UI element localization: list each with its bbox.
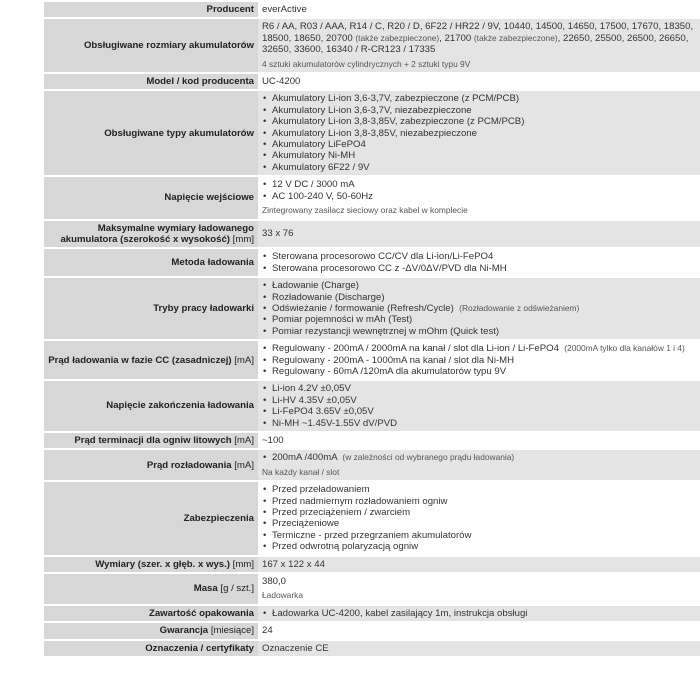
refresh-note: (Rozładowanie z odświeżaniem) (459, 302, 580, 313)
list-item: • Regulowany - 200mA - 1000mA na kanał / slot dla Ni-MH (272, 355, 696, 366)
label-model: Model / kod producenta (44, 74, 258, 89)
unit-text: [mm] (232, 558, 254, 570)
row-sizes (44, 19, 700, 72)
label-sizes: Obsługiwane rozmiary akumulatorów (44, 19, 258, 72)
list-item: • Akumulatory Li-ion 3,8-3,85V, zabezpieczone (z PCM/PCB) (272, 116, 696, 127)
label-modes: Tryby pracy ładowarki (44, 278, 258, 339)
list-item-text: Regulowany - 200mA / 2000mA na kanał / slot dla Li-ion / Li-FePO4 (272, 343, 559, 355)
row-modes (44, 278, 700, 339)
label-text: Prąd ładowania w fazie CC (zasadniczej) (48, 354, 235, 366)
list-item: • Li-HV 4.35V ±0,05V (272, 395, 696, 406)
label-endv: Napięcie zakończenia ładowania (44, 381, 258, 431)
row-warranty (44, 623, 700, 638)
endv-list (262, 383, 696, 429)
row-dims (44, 557, 700, 572)
row-method (44, 249, 700, 276)
sizes-text-b: , 21700 (439, 32, 474, 44)
row-pkg (44, 606, 700, 621)
mass-sub: Ładowarka (262, 590, 303, 601)
unit-text: [mA] (234, 435, 254, 446)
list-item: • Przed odwrotną polaryzacją ogniw (272, 541, 696, 552)
row-model (44, 74, 700, 89)
sizes-text-c: , 22650, 25500, 26500, 26650, 32650, 33600, 16340 / R-CR123 / 17335 (262, 32, 689, 56)
row-endv (44, 381, 700, 431)
list-item: • Przed nadmiernym rozładowaniem ogniw (272, 496, 696, 507)
unit-text: [g / szt.] (220, 583, 254, 595)
label-pkg: Zawartość opakowania (44, 606, 258, 621)
label-text: Wymiary (szer. x głęb. x wys.) (95, 558, 233, 570)
label-text: Prąd rozładowania (146, 459, 235, 471)
list-item: • Li-FePO4 3.65V ±0,05V (272, 406, 696, 417)
list-item: • Ni-MH ~1.45V-1.55V dV/PVD (272, 418, 696, 429)
input-list (262, 179, 696, 202)
types-list (262, 93, 696, 173)
dis-list (262, 452, 696, 463)
row-producer (44, 2, 700, 17)
method-list (262, 251, 696, 274)
value-sizes (258, 19, 700, 72)
value-model: UC-4200 (258, 74, 700, 89)
list-item (272, 452, 696, 463)
list-item: • Akumulatory 6F22 / 9V (272, 162, 696, 173)
list-item-text: 200mA /400mA (272, 452, 340, 464)
label-types: Obsługiwane typy akumulatorów (44, 91, 258, 175)
list-item: • Ładowarka UC-4200, kabel zasilający 1m, instrukcja obsługi (272, 608, 696, 619)
row-cert (44, 641, 700, 656)
list-item: • Akumulatory LiFePO4 (272, 139, 696, 150)
list-item: • Akumulatory Ni-MH (272, 150, 696, 161)
label-warranty (44, 623, 258, 638)
row-dis (44, 450, 700, 480)
value-producer: everActive (258, 2, 700, 17)
label-cert: Oznaczenia / certyfikaty (44, 641, 258, 656)
list-item-text: Odświeżanie / formowanie (Refresh/Cycle) (272, 302, 454, 314)
label-dis (44, 450, 258, 480)
row-types (44, 91, 700, 175)
label-method: Metoda ładowania (44, 249, 258, 276)
label-text: Maksymalne wymiary ładowanego akumulatora (szerokość x wysokość) (60, 222, 254, 245)
label-mass (44, 574, 258, 604)
dis-note: (w zależności od wybranego prądu ładowania) (342, 452, 515, 463)
row-mass (44, 574, 700, 604)
value-mass: 380,0 (262, 576, 287, 588)
label-text: Gwarancja (159, 625, 211, 637)
pkg-list (262, 608, 696, 619)
label-prot: Zabezpieczenia (44, 482, 258, 554)
value-cert: Oznaczenie CE (258, 641, 700, 656)
list-item: • Pomiar pojemności w mAh (Test) (272, 314, 696, 325)
list-item: • Pomiar rezystancji wewnętrznej w mOhm (Quick test) (272, 326, 696, 337)
unit-text: [mA] (234, 354, 254, 366)
sizes-text-a: R6 / AA, R03 / AAA, R14 / C, R20 / D, 6F22 / HR22 / 9V, 10440, 14500, 14650, 17500, 17670, 18350, 18500, 18650, 20700 (262, 21, 694, 44)
row-input (44, 177, 700, 218)
list-item: • Akumulatory Li-ion 3,6-3,7V, zabezpieczone (z PCM/PCB) (272, 93, 696, 104)
list-item: • 12 V DC / 3000 mA (272, 179, 696, 190)
list-item: • AC 100-240 V, 50-60Hz (272, 191, 696, 202)
label-input: Napięcie wejściowe (44, 177, 258, 218)
value-dims: 167 x 122 x 44 (258, 557, 700, 572)
row-cc (44, 341, 700, 379)
unit-text: [mm] (232, 233, 254, 245)
sizes-sub: 4 sztuki akumulatorów cylindrycznych + 2 sztuki typu 9V (262, 58, 471, 69)
dis-sub: Na każdy kanał / slot (262, 466, 340, 477)
list-item: • Przed przeciążeniem / zwarciem (272, 507, 696, 518)
list-item: • Sterowana procesorowo CC z -ΔV/0ΔV/PVD dla Ni-MH (272, 263, 696, 274)
list-item: • Regulowany - 60mA /120mA dla akumulatorów typu 9V (272, 366, 696, 377)
cc-note: (2000mA tylko dla kanałów 1 i 4) (564, 343, 685, 354)
list-item (272, 343, 696, 354)
list-item: • Przed przeładowaniem (272, 484, 696, 495)
label-cc (44, 341, 258, 379)
cc-list (262, 343, 696, 377)
list-item: • Ładowanie (Charge) (272, 280, 696, 291)
value-warranty: 24 (258, 623, 700, 638)
list-item (272, 303, 696, 314)
row-prot (44, 482, 700, 554)
label-producer: Producent (44, 2, 258, 17)
label-text: Masa (193, 583, 221, 595)
list-item: • Termiczne - przed przegrzaniem akumulatorów (272, 530, 696, 541)
modes-list (262, 280, 696, 337)
spec-table (44, 0, 700, 658)
sizes-note-a: (także zabezpieczone) (355, 32, 440, 43)
list-item: • Akumulatory Li-ion 3,8-3,85V, niezabezpieczone (272, 128, 696, 139)
row-term (44, 433, 700, 448)
list-item: • Rozładowanie (Discharge) (272, 292, 696, 303)
input-sub: Zintegrowany zasilacz sieciowy oraz kabel w komplecie (262, 205, 468, 216)
prot-list (262, 484, 696, 552)
label-text: Prąd terminacji dla ogniw litowych (74, 435, 235, 446)
list-item: • Przeciążeniowe (272, 518, 696, 529)
label-dims (44, 557, 258, 572)
label-term (44, 433, 258, 448)
label-maxdims (44, 221, 258, 248)
value-maxdims: 33 x 76 (258, 221, 700, 248)
unit-text: [miesiące] (210, 625, 254, 637)
row-maxdims (44, 221, 700, 248)
unit-text: [mA] (234, 459, 254, 471)
value-term: ~100 (258, 433, 700, 448)
sizes-note-b: (także zabezpieczone) (473, 32, 558, 43)
list-item: • Li-ion 4.2V ±0,05V (272, 383, 696, 394)
list-item: • Akumulatory Li-ion 3,6-3,7V, niezabezpieczone (272, 105, 696, 116)
list-item: • Sterowana procesorowo CC/CV dla Li-ion/Li-FePO4 (272, 251, 696, 262)
